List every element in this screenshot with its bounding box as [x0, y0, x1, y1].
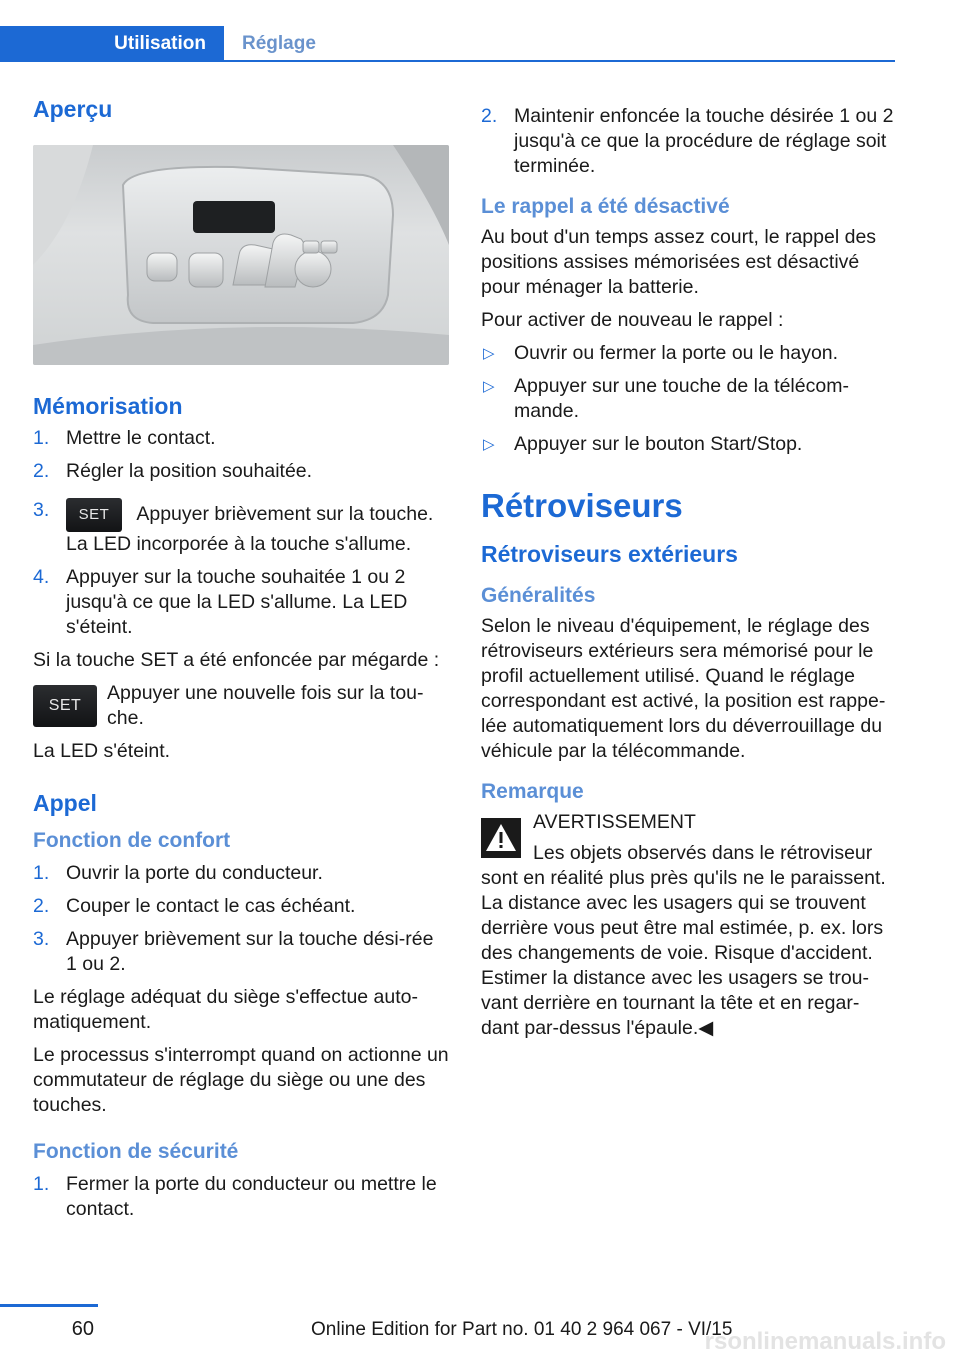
- set-misstep-text: Si la touche SET a été enfoncée par mégarde :: [33, 649, 440, 671]
- heading-apercu: Aperçu: [33, 96, 113, 122]
- footer-rule: [0, 1304, 98, 1307]
- tab-reglage[interactable]: Réglage: [242, 33, 316, 54]
- rappel-paragraph-2: Pour activer de nouveau le rappel :: [481, 309, 784, 331]
- warning-triangle-icon: [481, 818, 521, 858]
- heading-appel: Appel: [33, 790, 97, 816]
- confort-steps-list: [33, 861, 449, 977]
- heading-fonction-securite: Fonction de sécurité: [33, 1140, 239, 1163]
- list-item: ▷ Appuyer sur une touche de la télécom‐mande.: [483, 375, 849, 422]
- tab-utilisation[interactable]: Utilisation: [0, 26, 224, 62]
- set-button-icon: SET: [33, 685, 97, 727]
- list-item: 1. Fermer la porte du conducteur ou mettre le contact.: [33, 1173, 437, 1220]
- list-item: 2. Régler la position souhaitée.: [33, 460, 313, 482]
- memo-steps-list: [33, 426, 449, 640]
- list-item: 3. Appuyer brièvement sur la touche dési‐rée 1 ou 2.: [33, 928, 434, 975]
- list-item: 2. Couper le contact le cas échéant.: [33, 895, 356, 917]
- list-item: ▷ Appuyer sur le bouton Start/Stop.: [483, 433, 803, 455]
- heading-rappel-desactive: Le rappel a été désactivé: [481, 195, 730, 218]
- seat-controls-image: [33, 145, 449, 365]
- triangle-bullet-icon: ▷: [483, 378, 495, 395]
- generalites-paragraph: Selon le niveau d'équipement, le réglage des rétroviseurs extérieurs sera mémorisé pour le profil actuellement utilisé. Quand le réglage correspondant est activé, la position est rappe‐lée automatiquement lors du déverrouillage du véhicule par la télécommande.: [481, 615, 886, 762]
- confort-paragraph-2: Le processus s'interrompt quand on actionne un commutateur de réglage du siège ou une des touches.: [33, 1044, 449, 1116]
- list-item: ▷ Ouvrir ou fermer la porte ou le hayon.: [483, 342, 839, 364]
- confort-paragraph-1: Le réglage adéquat du siège s'effectue auto‐matiquement.: [33, 986, 418, 1033]
- rappel-bullets-list: [481, 341, 895, 457]
- list-item: 1. Ouvrir la porte du conducteur.: [33, 862, 323, 884]
- securite-steps-list: [33, 1172, 449, 1222]
- led-off-text: La LED s'éteint.: [33, 740, 171, 762]
- memo-steps-continued-list: [481, 104, 895, 179]
- set-again-block: SET Appuyer une nouvelle fois sur la tou‐che.: [33, 681, 449, 731]
- heading-retroviseurs: Rétroviseurs: [481, 487, 683, 524]
- right-column: [481, 96, 895, 1049]
- watermark: rsonlinemanuals.info: [704, 1328, 946, 1355]
- warning-label: AVERTISSEMENT: [533, 811, 696, 833]
- warning-block: [481, 810, 895, 866]
- triangle-bullet-icon: ▷: [483, 345, 495, 362]
- warning-text: sont en réalité plus près qu'ils ne le paraissent. La distance avec les usagers qui se trouvent derrière vous peut être mal estimée, p. ex. lors des changements de voie. Risque d'accident. Estimer la distance avec les usagers se trou‐vant derrière en tournant la tête et en regar‐dant par-dessus l'épaule.◀: [481, 867, 886, 1039]
- edition-note: Online Edition for Part no. 01 40 2 964 067 - VI/15: [311, 1319, 733, 1340]
- top-navigation: [0, 0, 960, 62]
- warning-text-first-line: Les objets observés dans le rétroviseur: [533, 842, 873, 864]
- heading-generalites: Généralités: [481, 584, 596, 607]
- list-item: 1. Mettre le contact.: [33, 427, 216, 449]
- header-rule: [0, 60, 895, 62]
- heading-fonction-confort: Fonction de confort: [33, 829, 231, 852]
- page-number: 60: [71, 1318, 94, 1340]
- list-item: 3. SET Appuyer brièvement sur la touche. La LED incorporée à la touche s'allume.: [33, 499, 434, 555]
- heading-retroviseurs-exterieurs: Rétroviseurs extérieurs: [481, 541, 738, 567]
- heading-memorisation: Mémorisation: [33, 393, 183, 419]
- left-column: [33, 96, 449, 1230]
- set-button-icon: SET: [66, 498, 122, 532]
- triangle-bullet-icon: ▷: [483, 436, 495, 453]
- heading-remarque: Remarque: [481, 780, 584, 803]
- list-item: 4. Appuyer sur la touche souhaitée 1 ou 2 jusqu'à ce que la LED s'allume. La LED s'éteint.: [33, 566, 408, 638]
- list-item: 2. Maintenir enfoncée la touche désirée 1 ou 2 jusqu'à ce que la procédure de réglage soit terminée.: [481, 105, 894, 177]
- rappel-paragraph-1: Au bout d'un temps assez court, le rappel des positions assises mémorisées est désactivé pour ménager la batterie.: [481, 226, 877, 298]
- seat-memory-photo: [33, 145, 449, 365]
